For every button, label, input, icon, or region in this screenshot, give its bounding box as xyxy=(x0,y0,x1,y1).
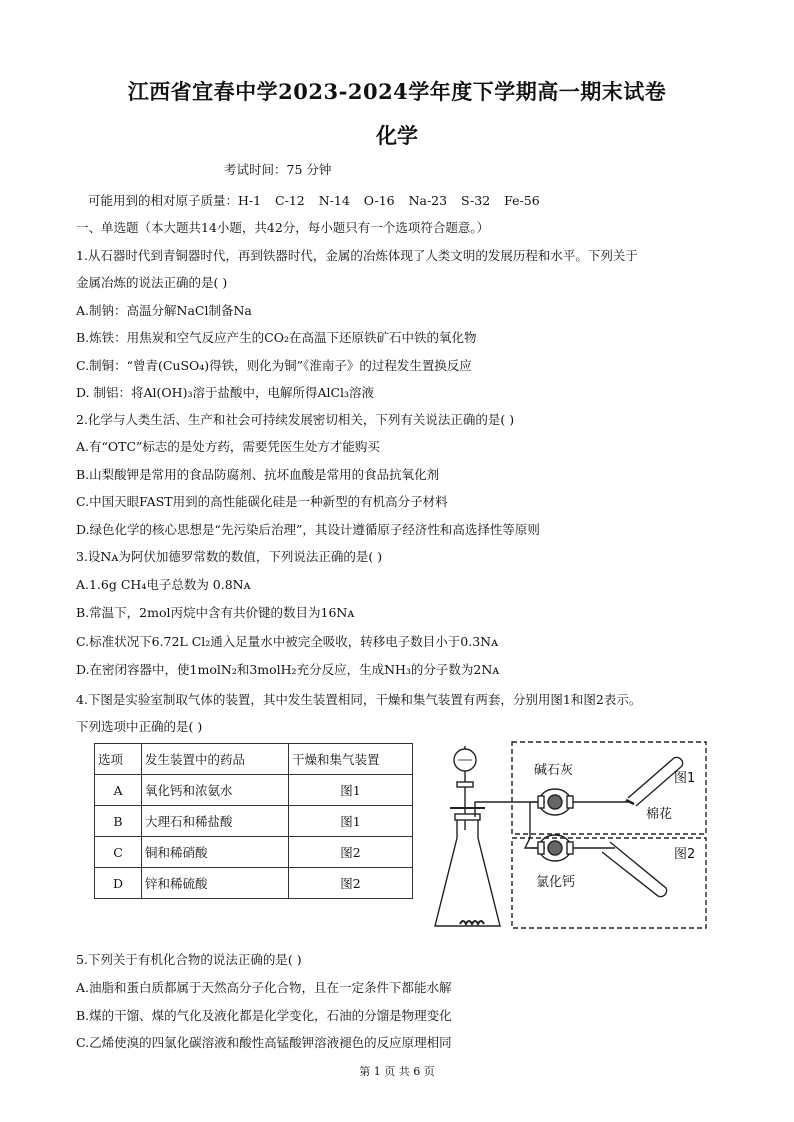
q1-stem-line2: 金属冶炼的说法正确的是( ) xyxy=(76,275,228,290)
q2-stem: 2.化学与人类生活、生产和社会可持续发展密切相关，下列有关说法正确的是( ) xyxy=(76,412,515,427)
q1-option-d: D. 制铝：将Al(OH)₃溶于盐酸中，电解所得AlCl₃溶液 xyxy=(76,385,375,400)
label-fig2: 图2 xyxy=(674,847,696,862)
table-row xyxy=(95,806,413,837)
erlenmeyer-flask xyxy=(435,818,500,926)
q3-option-b: B.常温下，2mol丙烷中含有共价键的数目为16Nᴀ xyxy=(76,605,355,620)
table-header-row xyxy=(95,744,413,775)
q5-option-c: C.乙烯使溴的四氯化碳溶液和酸性高锰酸钾溶液褪色的反应原理相同 xyxy=(76,1035,452,1050)
q4-stem-line2: 下列选项中正确的是( ) xyxy=(76,719,203,734)
table-cell: A xyxy=(95,775,142,806)
q2-option-d: D.绿色化学的核心思想是“先污染后治理”，其设计遵循原子经济性和高选择性等原则 xyxy=(76,522,540,537)
table-cell: 图1 xyxy=(289,806,413,837)
q5-option-b: B.煤的干馏、煤的气化及液化都是化学变化，石油的分馏是物理变化 xyxy=(76,1008,452,1023)
table-header: 选项 xyxy=(95,744,142,775)
table-cell: C xyxy=(95,837,142,868)
table-row xyxy=(95,868,413,899)
table-cell: B xyxy=(95,806,142,837)
table-cell: 图1 xyxy=(289,775,413,806)
table-cell: 铜和稀硝酸 xyxy=(142,837,289,868)
gas-apparatus-diagram xyxy=(430,738,710,932)
label-soda-lime: 碱石灰 xyxy=(534,763,574,778)
label-fig1: 图1 xyxy=(674,771,696,786)
stopcock xyxy=(457,782,473,787)
q3-option-c: C.标准状况下6.72L Cl₂通入足量水中被完全吸收，转移电子数目小于0.3Nᴀ xyxy=(76,634,499,649)
q5-option-a: A.油脂和蛋白质都属于天然高分子化合物，且在一定条件下都能水解 xyxy=(76,980,452,995)
table-row xyxy=(95,775,413,806)
table-cell: 图2 xyxy=(289,868,413,899)
table-header: 干燥和集气装置 xyxy=(289,744,413,775)
subject-title: 化学 xyxy=(376,123,418,148)
table-cell: D xyxy=(95,868,142,899)
table-cell: 大理石和稀盐酸 xyxy=(142,806,289,837)
q4-stem-line1: 4.下图是实验室制取气体的装置，其中发生装置相同，干燥和集气装置有两套，分别用图1和图2表示。 xyxy=(76,692,642,707)
section-title: 一、单选题（本大题共14小题，共42分，每小题只有一个选项符合题意。） xyxy=(76,220,490,235)
q2-option-a: A.有“OTC”标志的是处方药，需要凭医生处方才能购买 xyxy=(76,439,380,454)
q4-options-table xyxy=(94,743,413,899)
table-cell: 锌和稀硫酸 xyxy=(142,868,289,899)
q3-option-d: D.在密闭容器中，使1molN₂和3molH₂充分反应，生成NH₃的分子数为2Nᴀ xyxy=(76,662,500,677)
label-cotton: 棉花 xyxy=(646,807,673,822)
q1-option-c: C.制铜：“曾青(CuSO₄)得铁，则化为铜”《淮南子》的过程发生置换反应 xyxy=(76,358,472,373)
table-cell: 图2 xyxy=(289,837,413,868)
q2-option-c: C.中国天眼FAST用到的高性能碳化硅是一种新型的有机高分子材料 xyxy=(76,494,448,509)
q1-stem-line1: 1.从石器时代到青铜器时代，再到铁器时代，金属的冶炼体现了人类文明的发展历程和水平。下列关于 xyxy=(76,248,638,263)
atomic-masses: 可能用到的相对原子质量：H-1 C-12 N-14 O-16 Na-23 S-32 Fe-56 xyxy=(88,193,540,208)
exam-time: 考试时间：75 分钟 xyxy=(224,162,332,177)
table-header: 发生装置中的药品 xyxy=(142,744,289,775)
q1-option-a: A.制钠：高温分解NaCl制备Na xyxy=(76,303,252,318)
q3-option-a: A.1.6g CH₄电子总数为 0.8Nᴀ xyxy=(76,577,251,592)
collection-tube-2 xyxy=(602,842,667,897)
page-footer: 第 1 页 共 6 页 xyxy=(359,1065,435,1078)
q2-option-b: B.山梨酸钾是常用的食品防腐剂、抗坏血酸是常用的食品抗氧化剂 xyxy=(76,467,440,482)
table-row xyxy=(95,837,413,868)
q5-stem: 5.下列关于有机化合物的说法正确的是( ) xyxy=(76,952,302,967)
figure-1-box xyxy=(512,742,706,834)
q1-option-b: B.炼铁：用焦炭和空气反应产生的CO₂在高温下还原铁矿石中铁的氧化物 xyxy=(76,330,477,345)
q3-stem: 3.设Nᴀ为阿伏加德罗常数的数值，下列说法正确的是( ) xyxy=(76,549,383,564)
table-cell: 氧化钙和浓氨水 xyxy=(142,775,289,806)
exam-title: 江西省宜春中学2023-2024学年度下学期高一期末试卷 xyxy=(127,79,667,104)
label-cacl2: 氯化钙 xyxy=(536,875,576,890)
